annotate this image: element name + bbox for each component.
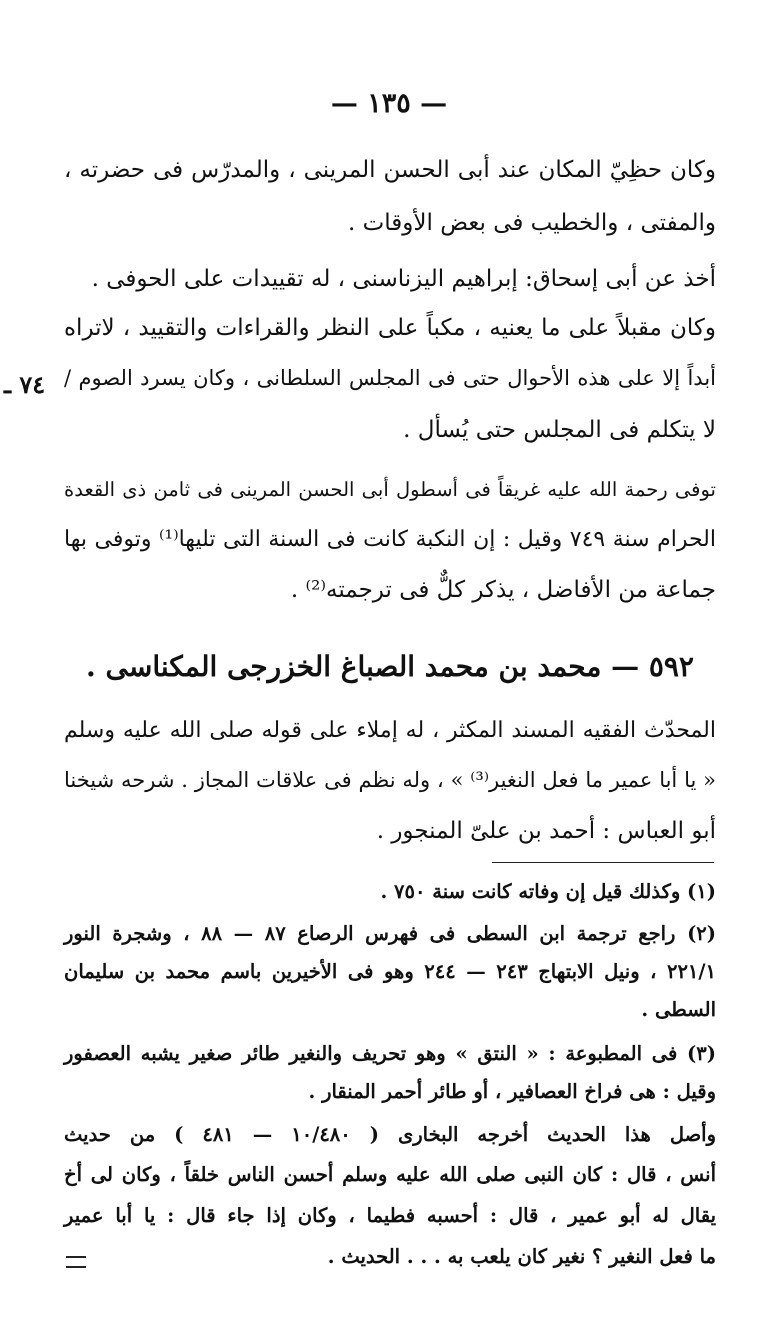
entry-heading: ٥٩٢ — محمد بن محمد الصباغ الخزرجى المكناسى .	[86, 650, 694, 683]
text-line: لا يتكلم فى المجلس حتى يُسأل .	[403, 417, 716, 443]
page-number: — ١٣٥ —	[330, 88, 448, 119]
text-line: وكان مقبلاً على ما يعنيه ، مكباً على النظر والقراءات والتقييد ، لاتراه	[64, 315, 716, 341]
text-line: أبداً إلا على هذه الأحوال حتى فى المجلس السلطانى ، وكان يسرد الصوم /	[64, 366, 716, 390]
text-line: وكان حظِيّ المكان عند أبى الحسن المرينى ، والمدرّس فى حضرته ،	[64, 157, 716, 183]
text-line: « يا أبا عمير ما فعل النغير⁽³⁾ » ، وله نظم فى علاقات المجاز . شرحه شيخنا	[64, 768, 716, 792]
footnote-line: ٢٢١/١ ، ونيل الابتهاج ٢٤٣ — ٢٤٤ وهو فى الأخيرين باسم محمد بن سليمان	[64, 960, 716, 983]
footnote-line: (١) وكذلك قيل إن وفاته كانت سنة ٧٥٠ .	[380, 880, 716, 903]
text-line: الحرام سنة ٧٤٩ وقيل : إن النكبة كانت فى السنة التى تليها⁽¹⁾ وتوفى بها	[64, 527, 716, 552]
footnote-line: أنس ، قال : كان النبى صلى الله عليه وسلم أحسن الناس خلقاً ، وكان لى أخ	[64, 1163, 716, 1186]
footnote-line: ما فعل النغير ؟ نغير كان يلعب به . . . الحديث .	[327, 1245, 716, 1268]
text-line: توفى رحمة الله عليه غريقاً فى أسطول أبى الحسن المرينى فى ثامن ذى القعدة	[64, 478, 716, 501]
end-mark	[66, 1256, 86, 1268]
text-line: جماعة من الأفاضل ، يذكر كلٌّ فى ترجمته⁽²⁾ .	[290, 577, 716, 603]
text-line: أخذ عن أبى إسحاق: إبراهيم اليزناسنى ، له تقييدات على الحوفى .	[91, 266, 716, 292]
footnote-divider	[492, 862, 714, 863]
footnote-line: السطى .	[641, 998, 716, 1021]
text-line: أبو العباس : أحمد بن علىّ المنجور .	[376, 818, 716, 844]
footnote-line: وأصل هذا الحديث أخرجه البخارى ( ١٠/٤٨٠ — ٤٨١ ) من حديث	[64, 1123, 716, 1146]
footnote-line: يقال له أبو عمير ، قال : أحسبه فطيما ، وكان إذا جاء قال : يا أبا عمير	[64, 1204, 716, 1227]
footnote-line: (٣) فى المطبوعة : « النتق » وهو تحريف والنغير طائر صغير يشبه العصفور	[64, 1042, 716, 1065]
footnote-line: وقيل : هى فراخ العصافير ، أو طائر أحمر المنقار .	[308, 1080, 716, 1103]
margin-number: ٧٤ ـ	[4, 370, 46, 399]
text-line: المحدّث الفقيه المسند المكثر ، له إملاء على قوله صلى الله عليه وسلم	[64, 718, 716, 743]
footnote-line: (٢) راجع ترجمة ابن السطى فى فهرس الرصاع ٨٧ — ٨٨ ، وشجرة النور	[64, 922, 717, 945]
text-line: والمفتى ، والخطيب فى بعض الأوقات .	[348, 210, 716, 236]
